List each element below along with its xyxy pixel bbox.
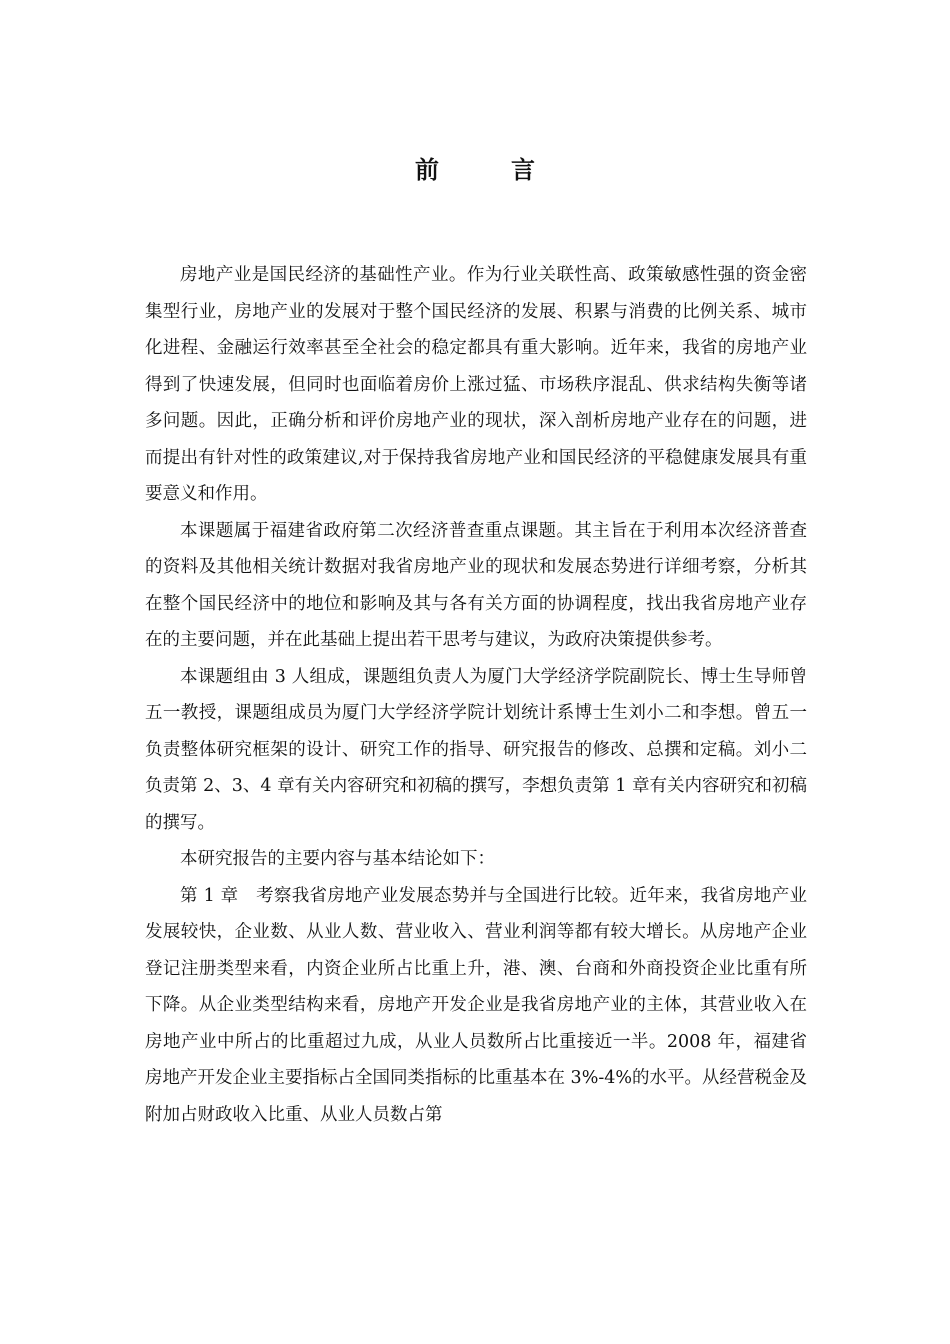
document-body bbox=[145, 257, 807, 1133]
paragraph-intro: 房地产业是国民经济的基础性产业。作为行业关联性高、政策敏感性强的资金密集型行业，房地产业的发展对于整个国民经济的发展、积累与消费的比例关系、城市化进程、金融运行效率甚至全社会的稳定都具有重大影响。近年来，我省的房地产业得到了快速发展，但同时也面临着房价上涨过猛、市场秩序混乱、供求结构失衡等诸多问题。因此，正确分析和评价房地产业的现状，深入剖析房地产业存在的问题，进而提出有针对性的政策建议,对于保持我省房地产业和国民经济的平稳健康发展具有重要意义和作用。 bbox=[145, 265, 807, 504]
paragraph-project-purpose: 本课题属于福建省政府第二次经济普查重点课题。其主旨在于利用本次经济普查的资料及其他相关统计数据对我省房地产业的现状和发展态势进行详细考察，分析其在整个国民经济中的地位和影响及其与各有关方面的协调程度，找出我省房地产业存在的主要问题，并在此基础上提出若干思考与建议，为政府决策提供参考。 bbox=[145, 520, 807, 650]
paragraph-summary-lead: 本研究报告的主要内容与基本结论如下： bbox=[180, 849, 495, 869]
page-title: 前 言 bbox=[415, 155, 559, 184]
paragraph-team: 本课题组由 3 人组成，课题组负责人为厦门大学经济学院副院长、博士生导师曾五一教授，课题组成员为厦门大学经济学院计划统计系博士生刘小二和李想。曾五一负责整体研究框架的设计、研究工作的指导、研究报告的修改、总撰和定稿。刘小二负责第 2、3、4 章有关内容研究和初稿的撰写，李想负责第 1 章有关内容研究和初稿的撰写。 bbox=[145, 666, 807, 833]
paragraph-chapter-1: 第 1 章 考察我省房地产业发展态势并与全国进行比较。近年来，我省房地产业发展较快，企业数、从业人数、营业收入、营业利润等都有较大增长。从房地产企业登记注册类型来看，内资企业所占比重上升，港、澳、台商和外商投资企业比重有所下降。从企业类型结构来看，房地产开发企业是我省房地产业的主体，其营业收入在房地产业中所占的比重超过九成，从业人员数所占比重接近一半。2008 年，福建省房地产开发企业主要指标占全国同类指标的比重基本在 3%-4%的水平。从经营税金及附加占财政收入比重、从业人员数占第 bbox=[145, 885, 807, 1125]
